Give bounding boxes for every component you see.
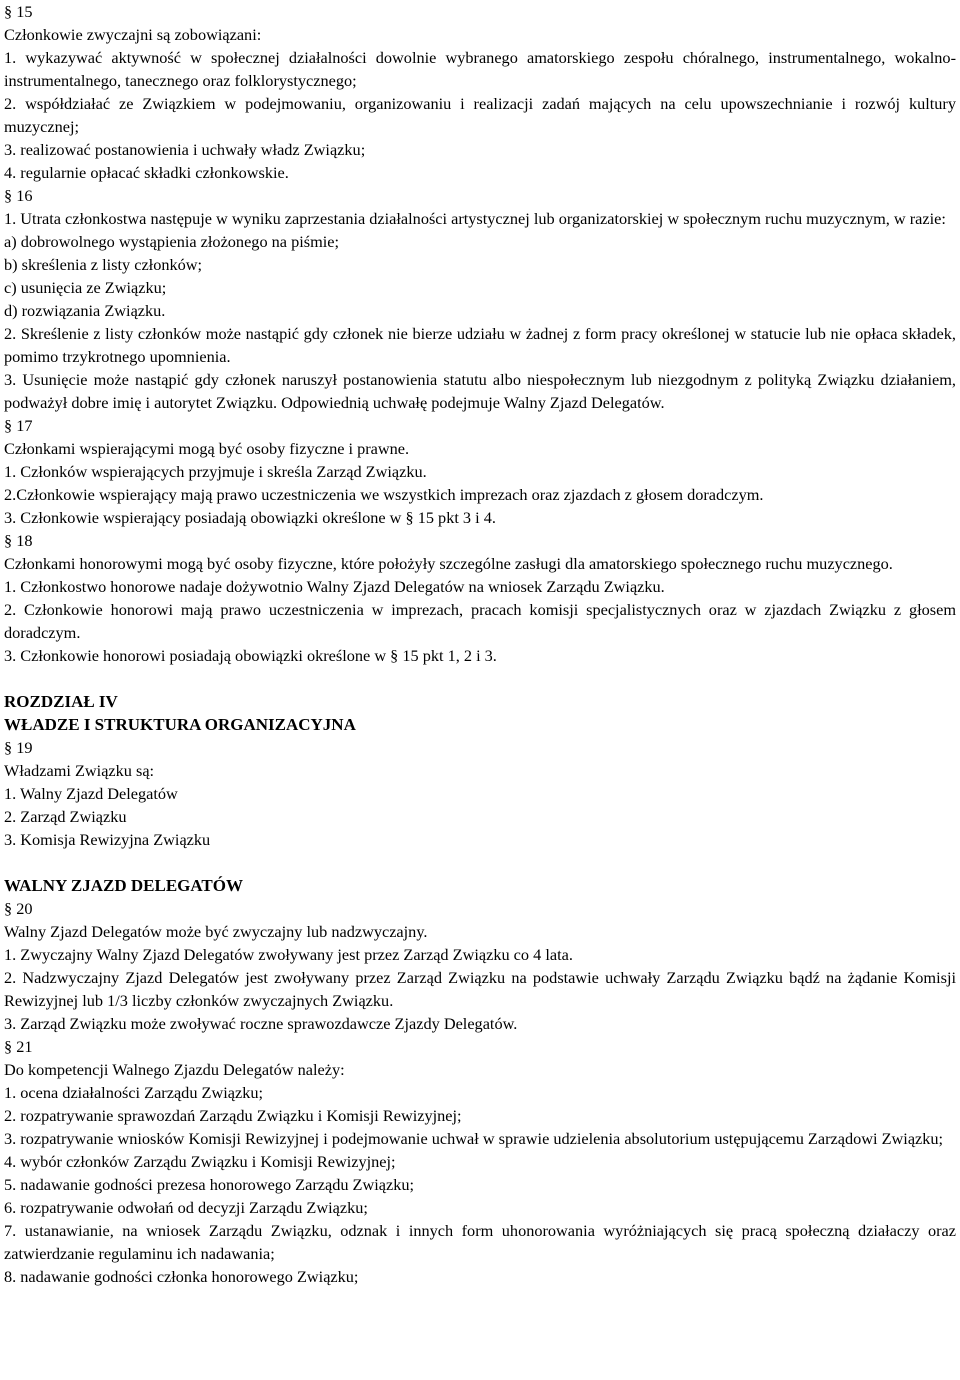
section-number: § 18 (4, 531, 33, 550)
section-heading: ROZDZIAŁ IV (4, 692, 118, 711)
section-number: § 20 (4, 899, 33, 918)
paragraph: d) rozwiązania Związku. (4, 301, 166, 320)
paragraph: 2.Członkowie wspierający mają prawo uczestniczenia we wszystkich imprezach oraz zjazdach z głosem doradczym. (4, 485, 764, 504)
paragraph: Do kompetencji Walnego Zjazdu Delegatów należy: (4, 1060, 345, 1079)
paragraph: 1. Walny Zjazd Delegatów (4, 784, 178, 803)
paragraph: 3. Członkowie honorowi posiadają obowiązki określone w § 15 pkt 1, 2 i 3. (4, 646, 497, 665)
paragraph: 5. nadawanie godności prezesa honorowego Zarządu Związku; (4, 1175, 415, 1194)
paragraph: 2. rozpatrywanie sprawozdań Zarządu Związku i Komisji Rewizyjnej; (4, 1106, 462, 1125)
paragraph: Walny Zjazd Delegatów może być zwyczajny lub nadzwyczajny. (4, 922, 428, 941)
paragraph: 8. nadawanie godności członka honorowego Związku; (4, 1267, 359, 1286)
paragraph: 4. regularnie opłacać składki członkowskie. (4, 163, 289, 182)
paragraph: Członkami wspierającymi mogą być osoby fizyczne i prawne. (4, 439, 410, 458)
section-number: § 17 (4, 416, 33, 435)
paragraph: 2. Członkowie honorowi mają prawo uczestniczenia w imprezach, pracach komisji specjalistycznych oraz w zjazdach Związku z głosem doradczym. (4, 600, 956, 642)
paragraph: 1. Członkostwo honorowe nadaje dożywotnio Walny Zjazd Delegatów na wniosek Zarządu Związku. (4, 577, 665, 596)
section-heading: WŁADZE I STRUKTURA ORGANIZACYJNA (4, 715, 356, 734)
paragraph: 3. Komisja Rewizyjna Związku (4, 830, 211, 849)
section-number: § 19 (4, 738, 33, 757)
paragraph: 1. ocena działalności Zarządu Związku; (4, 1083, 264, 1102)
paragraph: c) usunięcia ze Związku; (4, 278, 167, 297)
paragraph: 2. Skreślenie z listy członków może nastąpić gdy członek nie bierze udziału w żadnej z form pracy określonej w statucie lub nie opłaca składek, pomimo trzykrotnego upomnienia. (4, 324, 956, 366)
section-number: § 16 (4, 186, 33, 205)
paragraph: 3. Usunięcie może nastąpić gdy członek naruszył postanowienia statutu albo niespołecznym lub niezgodnym z polityką Związku działaniem, podważył dobre imię i autorytet Związku. Odpowiednią uchwałę podejmuje Walny Zjazd Delegatów. (4, 370, 956, 412)
paragraph: 2. współdziałać ze Związkiem w podejmowaniu, organizowaniu i realizacji zadań mających na celu upowszechnianie i rozwój kultury muzycznej; (4, 94, 956, 136)
section-number: § 15 (4, 2, 33, 21)
paragraph: 1. Członków wspierających przyjmuje i skreśla Zarząd Związku. (4, 462, 427, 481)
paragraph: Członkowie zwyczajni są zobowiązani: (4, 25, 262, 44)
paragraph: a) dobrowolnego wystąpienia złożonego na piśmie; (4, 232, 340, 251)
paragraph: Władzami Związku są: (4, 761, 155, 780)
paragraph: 1. Zwyczajny Walny Zjazd Delegatów zwoływany jest przez Zarząd Związku co 4 lata. (4, 945, 573, 964)
paragraph: 1. wykazywać aktywność w społecznej działalności dowolnie wybranego amatorskiego zespołu chóralnego, instrumentalnego, wokalno-instrumentalnego, tanecznego oraz folklorystycznego; (4, 48, 956, 90)
paragraph: 7. ustanawianie, na wniosek Zarządu Związku, odznak i innych form uhonorowania wyróżniających się pracą społeczną działaczy oraz zatwierdzanie regulaminu ich nadawania; (4, 1221, 956, 1263)
paragraph: b) skreślenia z listy członków; (4, 255, 203, 274)
paragraph: 4. wybór członków Zarządu Związku i Komisji Rewizyjnej; (4, 1152, 396, 1171)
paragraph: 3. Członkowie wspierający posiadają obowiązki określone w § 15 pkt 3 i 4. (4, 508, 496, 527)
paragraph: 6. rozpatrywanie odwołań od decyzji Zarządu Związku; (4, 1198, 368, 1217)
paragraph: 2. Zarząd Związku (4, 807, 127, 826)
paragraph: 3. Zarząd Związku może zwoływać roczne sprawozdawcze Zjazdy Delegatów. (4, 1014, 518, 1033)
paragraph: 1. Utrata członkostwa następuje w wyniku zaprzestania działalności artystycznej lub organizatorskiej w społecznym ruchu muzycznym, w razie: (4, 209, 946, 228)
paragraph: 3. realizować postanowienia i uchwały władz Związku; (4, 140, 366, 159)
paragraph: 3. rozpatrywanie wniosków Komisji Rewizyjnej i podejmowanie uchwał w sprawie udzielenia absolutorium ustępującemu Zarządowi Związku; (4, 1129, 944, 1148)
paragraph: 2. Nadzwyczajny Zjazd Delegatów jest zwoływany przez Zarząd Związku na podstawie uchwały Zarządu Związku bądź na żądanie Komisji Rewizyjnej lub 1/3 liczby członków zwyczajnych Związku. (4, 968, 956, 1010)
paragraph: Członkami honorowymi mogą być osoby fizyczne, które położyły szczególne zasługi dla amatorskiego społecznego ruchu muzycznego. (4, 554, 893, 573)
section-heading: WALNY ZJAZD DELEGATÓW (4, 876, 243, 895)
section-number: § 21 (4, 1037, 33, 1056)
